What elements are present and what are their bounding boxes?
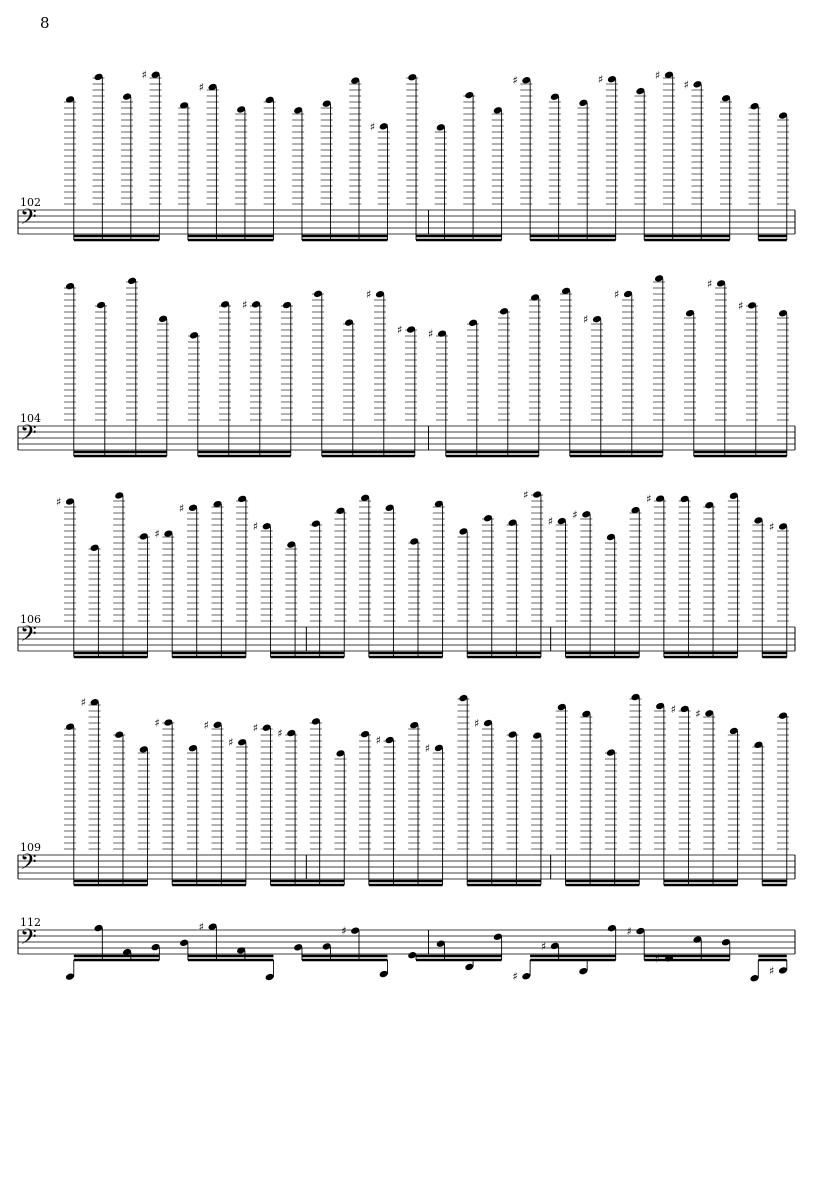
sharp-icon: ♯ (277, 727, 283, 741)
sharp-icon: ♯ (56, 495, 62, 509)
sharp-icon: ♯ (654, 952, 661, 966)
sharp-icon: ♯ (540, 939, 547, 953)
sharp-icon: ♯ (547, 515, 554, 529)
sharp-icon: ♯ (512, 74, 518, 88)
measure-number: 106 (20, 613, 41, 626)
sharp-icon: ♯ (683, 78, 689, 92)
sharp-icon: ♯ (626, 925, 632, 939)
measure-number: 104 (20, 412, 41, 425)
sharp-icon: ♯ (341, 924, 347, 938)
sharp-icon: ♯ (707, 277, 713, 291)
sharp-icon: ♯ (397, 323, 403, 337)
bass-clef-icon: 𝄢 (20, 622, 37, 652)
sharp-icon: ♯ (523, 488, 529, 502)
sharp-icon: ♯ (369, 120, 376, 134)
sharp-icon: ♯ (198, 920, 204, 934)
bass-clef-icon: 𝄢 (20, 421, 37, 451)
bass-clef-icon: 𝄢 (20, 850, 37, 880)
sharp-icon: ♯ (473, 717, 480, 731)
measure-number: 112 (20, 916, 41, 929)
sharp-icon: ♯ (614, 288, 620, 302)
sharp-icon: ♯ (154, 527, 160, 541)
sharp-icon: ♯ (646, 492, 652, 506)
sharp-icon: ♯ (154, 716, 160, 730)
measure-number: 109 (20, 841, 41, 854)
sharp-icon: ♯ (583, 313, 589, 327)
sharp-icon: ♯ (428, 327, 434, 341)
bass-clef-icon: 𝄢 (20, 205, 37, 235)
sharp-icon: ♯ (695, 707, 701, 721)
sharp-icon: ♯ (375, 734, 381, 748)
sharp-icon: ♯ (738, 299, 744, 313)
page-number: 8 (40, 14, 50, 32)
sharp-icon: ♯ (512, 970, 518, 984)
sharp-icon: ♯ (198, 81, 204, 95)
sharp-icon: ♯ (424, 741, 431, 755)
measure-number: 102 (20, 196, 41, 209)
sharp-icon: ♯ (670, 702, 676, 716)
sharp-icon: ♯ (572, 508, 578, 522)
sharp-icon: ♯ (769, 520, 775, 534)
sharp-icon: ♯ (203, 718, 209, 732)
sharp-icon: ♯ (80, 696, 86, 710)
sharp-icon: ♯ (242, 298, 248, 312)
sharp-icon: ♯ (178, 501, 185, 515)
sharp-icon: ♯ (769, 964, 775, 978)
sharp-icon: ♯ (228, 736, 234, 750)
sharp-icon: ♯ (366, 288, 372, 302)
sharp-icon: ♯ (141, 68, 147, 82)
sharp-icon: ♯ (654, 68, 661, 82)
bass-clef-icon: 𝄢 (20, 925, 37, 955)
sharp-icon: ♯ (252, 520, 259, 534)
sharp-icon: ♯ (597, 73, 604, 87)
sharp-icon: ♯ (252, 721, 259, 735)
